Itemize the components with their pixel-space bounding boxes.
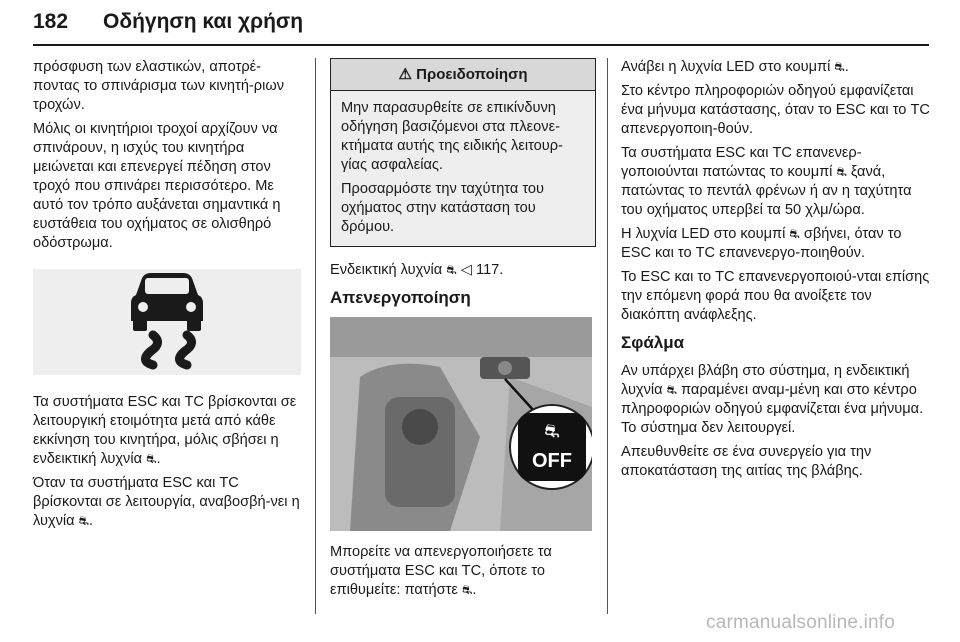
warning-box	[330, 58, 596, 247]
page-header	[33, 10, 929, 44]
indicator-reference: Ενδεικτική λυχνία ⛐ ◁ 117.	[330, 262, 504, 278]
paragraph: Μπορείτε να απενεργοποιήσετε τα συστήματα ESC και TC, όποτε το επιθυμείτε: πατήστε ⛐.	[330, 544, 552, 598]
watermark: carmanualsonline.info	[706, 612, 896, 633]
esc-off-button-icon: ⛐	[836, 165, 847, 179]
column-right	[621, 58, 931, 486]
paragraph: Όταν τα συστήματα ESC και TC βρίσκονται σε λειτουργία, αναβοσβή-νει η λυχνία ⛐.	[33, 475, 300, 529]
traction-control-skid-icon	[33, 269, 301, 375]
paragraph: Απευθυνθείτε σε ένα συνεργείο για την αποκατάσταση της αιτίας της βλάβης.	[621, 444, 872, 479]
esc-off-button-icon: ⛐	[834, 60, 845, 74]
paragraph: Ανάβει η λυχνία LED στο κουμπί ⛐.	[621, 59, 849, 75]
reference-arrow-icon: ◁	[460, 262, 472, 278]
paragraph: Στο κέντρο πληροφοριών οδηγού εμφανίζεται ένα μήνυμα κατάστασης, όταν το ESC και το TC απενεργοποιη-θούν.	[621, 83, 930, 137]
esc-off-button-icon: ⛐	[544, 421, 560, 441]
paragraph: Τα συστήματα ESC και TC επανενερ-γοποιούνται πατώντας το κουμπί ⛐ ξανά, πατώντας το πεντάλ φρένων ή αν η ταχύτητα του οχήματος υπερβεί τα 50 χλμ/ώρα.	[621, 145, 912, 218]
paragraph: πρόσφυση των ελαστικών, αποτρέ-πoντας το σπινάρισμα των κινητή-ριων τροχών.	[33, 59, 285, 113]
paragraph: Μόλις οι κινητήριοι τροχοί αρχίζουν να σπινάρουν, η ισχύς του κινητήρα μειώνεται και επενεργεί πέδηση στον τροχό που σπινάρει περισσότερο. Με αυτό τον τρόπο αυξάνεται σημαντικά η ευστάθεια του οχήματος σε ολισθηρό οδόστρωμα.	[33, 121, 281, 251]
esc-off-button-icon: ⛐	[461, 583, 473, 597]
column-divider	[315, 58, 316, 614]
warning-text: Προσαρμόστε την ταχύτητα του οχήματος στην κατάσταση του δρόμου.	[341, 181, 545, 235]
off-label: OFF	[532, 450, 572, 472]
esc-off-indicator-icon: ⛐	[446, 263, 457, 277]
page-number: 182	[33, 10, 69, 33]
paragraph: Αν υπάρχει βλάβη στο σύστημα, η ενδεικτική λυχνία ⛐ παραμένει αναμ-μένη και στο κέντρο πληροφοριών οδηγού εμφανίζεται ένα μήνυμα. Το σύστημα δεν λειτουργεί.	[621, 363, 924, 436]
page-title: Οδήγηση και χρήση	[103, 10, 304, 33]
section-heading: Σφάλμα	[621, 333, 685, 352]
esc-off-indicator-icon: ⛐	[78, 514, 89, 528]
esc-off-button-icon: ⛐	[789, 227, 800, 241]
paragraph: Η λυχνία LED στο κουμπί ⛐ σβήνει, όταν το ESC και το TC επανενεργο-ποιηθούν.	[621, 226, 902, 261]
center-console-photo	[330, 317, 596, 531]
traction-control-illustration	[33, 269, 301, 375]
column-divider	[607, 58, 608, 614]
column-middle	[330, 58, 596, 605]
section-heading: Απενεργοποίηση	[330, 288, 471, 307]
esc-off-indicator-icon: ⛐	[146, 452, 157, 466]
paragraph: Το ESC και το TC επανενεργοποιού-νται επίσης την επόμενη φορά που θα ανοίξετε τον διακόπτη ανάφλεξης.	[621, 269, 930, 323]
header-rule	[33, 44, 929, 46]
esc-off-indicator-icon: ⛐	[666, 383, 677, 397]
paragraph: Τα συστήματα ESC και TC βρίσκονται σε λειτουργική ετοιμότητα μετά από κάθε εκκίνηση του κινητήρα, μόλις σβήσει η ενδεικτική λυχνία ⛐.	[33, 394, 297, 467]
warning-title: ⚠ Προειδοποίηση	[331, 59, 595, 91]
warning-triangle-icon: ⚠	[398, 66, 412, 83]
column-left	[33, 58, 301, 536]
warning-text: Μην παρασυρθείτε σε επικίνδυνη οδήγηση βασιζόμενοι στα πλεονε-κτήματα αυτής της ειδικής λειτουρ-γίας ασφαλείας.	[341, 100, 563, 173]
